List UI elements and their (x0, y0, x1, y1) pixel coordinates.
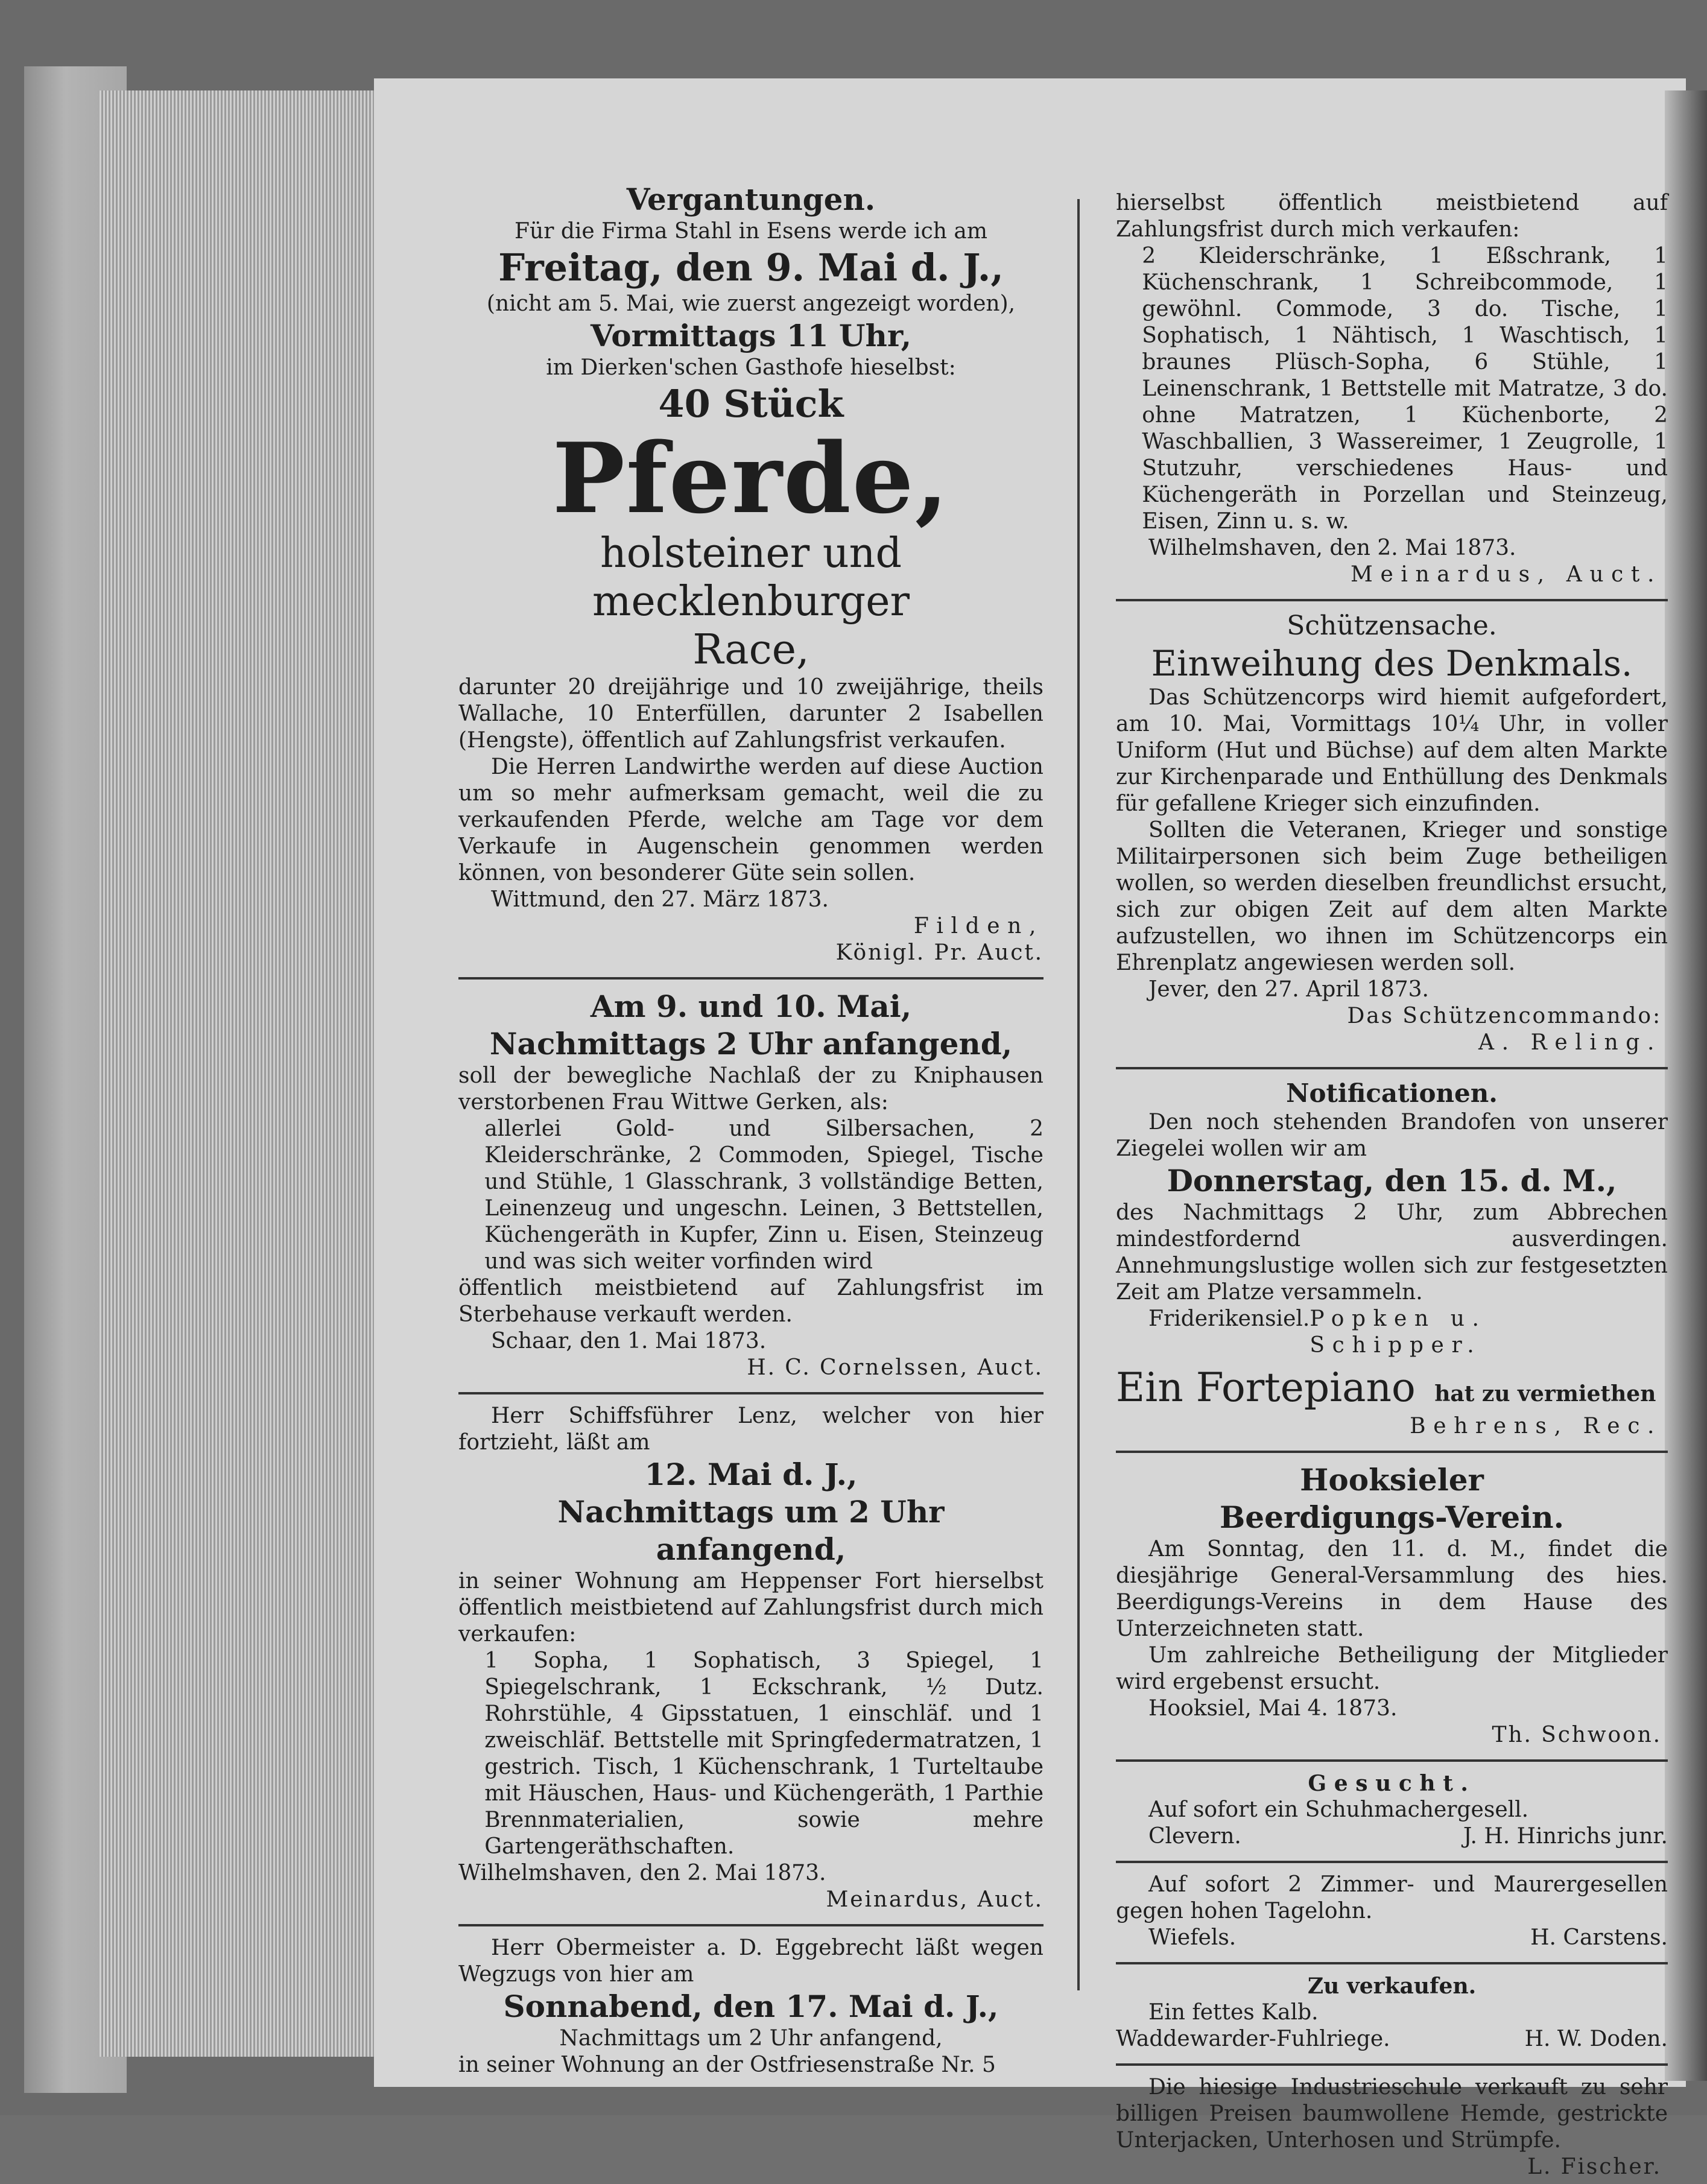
ad-footer (1116, 1306, 1668, 1359)
ad-body: darunter 20 dreijährige und 10 zweijährige, theils Wallache, 10 Enterfüllen, darunter 2 Isabellen (Hengste), öffentlich auf Zahlungsfrist verkaufen. (458, 675, 1044, 753)
ad-headline-pferde: Pferde, (552, 422, 950, 535)
ad-dateline: Schaar, den 1. Mai 1873. (491, 1329, 767, 1353)
ad-dateline: Wilhelmshaven, den 2. Mai 1873. (458, 1861, 826, 1885)
ad-body: Die Herren Landwirthe werden auf diese Auction um so mehr aufmerksam gemacht, weil die zu verkaufenden Pferde, welche am Tage vor dem Verkaufe in Augenschein genommen werden können, von besonderer Güte sein sollen. (458, 755, 1044, 885)
ad-heading: Vergantungen. (626, 182, 876, 217)
ad-text: im Dierken'schen Gasthofe hieselbst: (546, 355, 956, 380)
ad-date: Donnerstag, den 15. d. M., (1167, 1163, 1617, 1198)
ad-title: Beerdigungs-Verein. (1220, 1499, 1564, 1535)
ad-text: Ein fettes Kalb. (1148, 2000, 1319, 2025)
ad-signature: Meinardus, Auct. (1351, 562, 1662, 587)
ad-count: 40 Stück (658, 382, 844, 426)
ad-separator (1116, 2063, 1668, 2066)
ad-body: des Nachmittags 2 Uhr, zum Abbrechen mindestfordernd ausverdingen. Annehmungslustige wollen sich zur festgesetzten Zeit am Platze versammeln. (1116, 1200, 1668, 1305)
ad-text: hat zu vermiethen (1434, 1381, 1656, 1407)
page-edges (100, 90, 383, 2057)
ad-signature: L. Fischer. (1527, 2154, 1662, 2179)
ad-footer (1116, 1823, 1668, 1850)
ad-signature: Filden, (913, 914, 1044, 938)
ad-text: soll der bewegliche Nachlaß der zu Kniphausen verstorbenen Frau Wittwe Gerken, als: (458, 1063, 1044, 1115)
ad-separator (458, 1392, 1044, 1394)
ad-signature: J. H. Hinrichs junr. (1463, 1824, 1668, 1849)
ad-date: Am 9. und 10. Mai, (590, 989, 912, 1024)
ad-text: hierselbst öffentlich meistbietend auf Zahlungsfrist durch mich verkaufen: (1116, 191, 1668, 242)
ad-footer (1116, 1925, 1668, 1951)
ad-text: Die hiesige Industrieschule verkauft zu sehr billigen Preisen baumwollene Hemde, gestrickte Unterjacken, Unterhosen und Strümpfe. (1116, 2075, 1668, 2153)
ad-heading: Schützensache. (1287, 610, 1497, 641)
ad-separator (458, 977, 1044, 980)
ad-breed: holsteiner und mecklenburger (592, 530, 910, 625)
ad-time: Nachmittags 2 Uhr anfangend, (489, 1026, 1013, 1062)
ad-text: Herr Schiffsführer Lenz, welcher von hier fortzieht, läßt am (458, 1404, 1044, 1455)
ad-industrieschule (1116, 2074, 1668, 2184)
ad-gesellen (1116, 1872, 1668, 1955)
ad-place: Waddewarder-Fuhlriege. (1116, 2027, 1390, 2051)
ad-items: allerlei Gold- und Silbersachen, 2 Kleiderschränke, 2 Commoden, Spiegel, Tische und Stühle, 1 Glasschrank, 3 vollständige Betten, Leinenzeug und ungeschn. Leinen, 3 Bettstellen, Küchengeräth in Kupfer, Zinn u. Eisen, Steinzeug und was sich weiter vorfinden wird (484, 1116, 1044, 1274)
ad-signature: A. Reling. (1478, 1030, 1662, 1055)
ad-place: Clevern. (1148, 1824, 1241, 1849)
ad-heading: Zu verkaufen. (1307, 1974, 1477, 1999)
ad-estate-sale (458, 988, 1044, 1385)
ad-body: Sollten die Veteranen, Krieger und sonstige Militairpersonen sich beim Zuge betheiligen wollen, so werden dieselben freundlichst ersucht, sich zur obigen Zeit auf dem alten Markte aufzustellen, wo ihnen im Schützencorps ein Ehrenplatz angewiesen werden soll. (1116, 818, 1668, 975)
ad-title-row (1116, 1363, 1668, 1413)
ad-continued-sale (1116, 190, 1668, 592)
ad-separator (458, 1924, 1044, 1926)
ad-signature: H. C. Cornelssen, Auct. (747, 1355, 1044, 1380)
ad-text: Für die Firma Stahl in Esens werde ich am (515, 219, 987, 244)
ad-separator (1116, 599, 1668, 601)
ad-title: Einweihung des Denkmals. (1151, 643, 1633, 684)
ad-dateline: Hooksiel, Mai 4. 1873. (1148, 1696, 1398, 1721)
ad-separator (1116, 1067, 1668, 1069)
ad-time: Nachmittags um 2 Uhr anfangend, (559, 2026, 943, 2051)
ad-date: Sonnabend, den 17. Mai d. J., (503, 1989, 999, 2024)
ad-separator (1116, 1861, 1668, 1863)
ad-title: Ein Fortepiano (1116, 1364, 1416, 1411)
ad-lenz-sale (458, 1403, 1044, 1917)
ad-dateline: Wittmund, den 27. März 1873. (491, 887, 829, 912)
ad-separator (1116, 1962, 1668, 1964)
ad-text: in seiner Wohnung am Heppenser Fort hierselbst öffentlich meistbietend auf Zahlungsfrist durch mich verkaufen: (458, 1569, 1044, 1647)
ad-eggebrecht-sale (458, 1935, 1044, 2082)
ad-signature-title: Königl. Pr. Auct. (835, 940, 1044, 965)
ad-horse-auction (458, 181, 1044, 970)
ad-time: Nachmittags um 2 Uhr anfangend, (557, 1494, 945, 1567)
ad-signature: Meinardus, Auct. (826, 1887, 1044, 1912)
ad-notification (1116, 1078, 1668, 1363)
ad-signature: Th. Schwoon. (1492, 1723, 1662, 1747)
ad-text: Auf sofort 2 Zimmer- und Maurergesellen gegen hohen Tagelohn. (1116, 1872, 1668, 1923)
ad-separator (1116, 1451, 1668, 1453)
ad-beerdigungs-verein (1116, 1461, 1668, 1752)
ad-text: öffentlich meistbietend auf Zahlungsfrist im Sterbehause verkauft werden. (458, 1276, 1044, 1327)
ad-time: Vormittags 11 Uhr, (591, 318, 911, 353)
column-rule (1077, 199, 1080, 1990)
ad-signature: Das Schützencommando: (1347, 1004, 1662, 1028)
ad-footer (1116, 2026, 1668, 2053)
ad-text: (nicht am 5. Mai, wie zuerst angezeigt worden), (486, 291, 1016, 316)
ad-text: Auf sofort ein Schuhmachergesell. (1148, 1797, 1529, 1822)
ad-heading: Notificationen. (1286, 1078, 1498, 1108)
ad-body: Am Sonntag, den 11. d. M., findet die diesjährige General-Versammlung des hies. Beerdigungs-Vereins in dem Hause des Unterzeichneten statt. (1116, 1537, 1668, 1641)
right-column (1116, 190, 1668, 2179)
ad-schuetzen (1116, 610, 1668, 1060)
ad-gesucht (1116, 1770, 1668, 1853)
ad-title: Hooksieler (1300, 1462, 1484, 1498)
ad-place: Friderikensiel. (1148, 1306, 1310, 1331)
ad-heading: Gesucht. (1308, 1771, 1476, 1796)
ad-text: Herr Obermeister a. D. Eggebrecht läßt wegen Wegzugs von hier am (458, 1936, 1044, 1987)
ad-separator (1116, 1759, 1668, 1762)
ad-items: 1 Sopha, 1 Sophatisch, 3 Spiegel, 1 Spiegelschrank, 1 Eckschrank, ½ Dutz. Rohrstühle, 4 Gipsstatuen, 1 einschläf. und 1 zweischläf. Bettstelle mit Springfedermatratzen, 1 gestrich. Tisch, 1 Küchenschrank, 1 Turteltaube mit Häuschen, Haus- und Küchengeräth, 1 Parthie Brennmaterialien, sowie mehre Gartengeräthschaften. (484, 1648, 1044, 1859)
ad-signature: H. W. Doden. (1524, 2027, 1668, 2051)
ad-dateline: Jever, den 27. April 1873. (1148, 977, 1429, 1002)
ad-body: Um zahlreiche Betheiligung der Mitglieder wird ergebenst ersucht. (1116, 1643, 1668, 1694)
ad-text: in seiner Wohnung an der Ostfriesenstraße Nr. 5 (458, 2053, 996, 2077)
ad-race: Race, (692, 626, 809, 674)
ad-place: Wiefels. (1148, 1925, 1237, 1950)
ad-signature: Behrens, Rec. (1410, 1414, 1662, 1439)
ad-date: Freitag, den 9. Mai d. J., (498, 245, 1004, 290)
ad-signature: Popken u. Schipper. (1310, 1306, 1487, 1358)
ad-zu-verkaufen (1116, 1973, 1668, 2056)
ad-fortepiano (1116, 1363, 1668, 1443)
ad-items: 2 Kleiderschränke, 1 Eßschrank, 1 Küchenschrank, 1 Schreibcommode, 1 gewöhnl. Commode, 3 do. Tische, 1 Sophatisch, 1 Nähtisch, 1 Waschtisch, 1 braunes Plüsch-Sopha, 6 Stühle, 1 Leinenschrank, 1 Bettstelle mit Matratze, 3 do. ohne Matratzen, 1 Küchenborte, 2 Waschballien, 3 Wassereimer, 1 Zeugrolle, 1 Stutzuhr, verschiedenes Haus- und Küchengeräth in Porzellan und Steinzeug, Eisen, Zinn u. s. w. (1142, 244, 1668, 534)
ad-date: 12. Mai d. J., (644, 1457, 858, 1492)
left-column (458, 181, 1044, 2077)
ad-dateline: Wilhelmshaven, den 2. Mai 1873. (1148, 536, 1516, 560)
ad-signature: H. Carstens. (1530, 1925, 1668, 1950)
ad-text: Den noch stehenden Brandofen von unserer Ziegelei wollen wir am (1116, 1110, 1668, 1161)
page-fold-shadow (1665, 90, 1707, 2081)
ad-body: Das Schützencorps wird hiemit aufgefordert, am 10. Mai, Vormittags 10¼ Uhr, in voller Uniform (Hut und Büchse) auf dem alten Markte zur Kirchenparade und Enthüllung des Denkmals für gefallene Krieger sich einzufinden. (1116, 685, 1668, 816)
